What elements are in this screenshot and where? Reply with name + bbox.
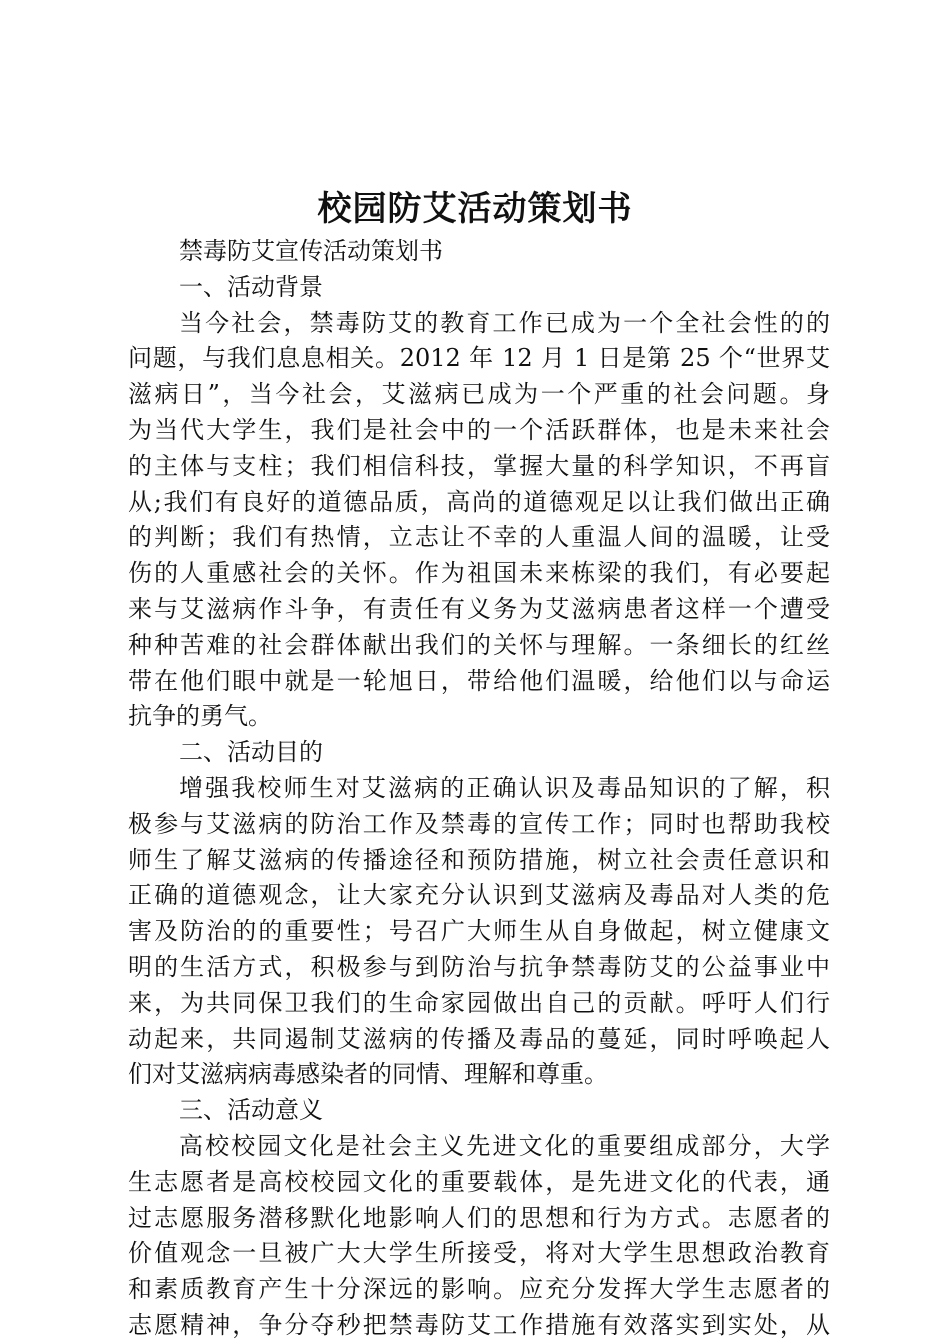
text-line: 的判断；我们有热情，立志让不幸的人重温人间的温暖，让受 — [128, 523, 830, 552]
document-body — [128, 234, 830, 1344]
text-line: 为当代大学生，我们是社会中的一个活跃群体，也是未来社会 — [128, 415, 830, 444]
text-line: 二、活动目的 — [179, 738, 323, 767]
text-line: 伤的人重感社会的关怀。作为祖国未来栋梁的我们，有必要起 — [128, 559, 830, 588]
text-line: 高校校园文化是社会主义先进文化的重要组成部分，大学 — [179, 1131, 830, 1160]
text-line: 禁毒防艾宣传活动策划书 — [179, 237, 443, 265]
text-line: 带在他们眼中就是一轮旭日，带给他们温暖，给他们以与命运 — [128, 666, 830, 695]
text-line: 从;我们有良好的道德品质，高尚的道德观足以让我们做出正确 — [128, 487, 830, 516]
text-line: 明的生活方式，积极参与到防治与抗争禁毒防艾的公益事业中 — [128, 952, 830, 981]
document-title: 校园防艾活动策划书 — [317, 189, 633, 229]
text-line: 滋病日”，当今社会，艾滋病已成为一个严重的社会问题。身 — [128, 380, 830, 409]
text-line: 志愿精神，争分夺秒把禁毒防艾工作措施有效落实到实处，从 — [128, 1310, 830, 1339]
text-line: 价值观念一旦被广大大学生所接受，将对大学生思想政治教育 — [128, 1239, 830, 1268]
text-line: 增强我校师生对艾滋病的正确认识及毒品知识的了解，积 — [179, 773, 830, 802]
text-line: 过志愿服务潜移默化地影响人们的思想和行为方式。志愿者的 — [128, 1203, 830, 1232]
text-line: 抗争的勇气。 — [128, 702, 272, 731]
text-line: 害及防治的的重要性；号召广大师生从自身做起，树立健康文 — [128, 917, 830, 946]
text-line: 们对艾滋病病毒感染者的同情、理解和尊重。 — [128, 1060, 608, 1089]
text-line: 当今社会，禁毒防艾的教育工作已成为一个全社会性的的 — [179, 308, 830, 337]
text-line: 三、活动意义 — [179, 1096, 323, 1125]
text-line: 生志愿者是高校校园文化的重要载体，是先进文化的代表，通 — [128, 1167, 830, 1196]
text-line: 一、活动背景 — [179, 272, 323, 301]
text-line: 极参与艾滋病的防治工作及禁毒的宣传工作；同时也帮助我校 — [128, 809, 830, 838]
text-line: 种种苦难的社会群体献出我们的关怀与理解。一条细长的红丝 — [128, 630, 830, 659]
text-line: 来，为共同保卫我们的生命家园做出自己的贡献。呼吁人们行 — [128, 988, 830, 1017]
text-line: 问题，与我们息息相关。2012 年 12 月 1 日是第 25 个“世界艾 — [128, 344, 830, 373]
text-line: 正确的道德观念，让大家充分认识到艾滋病及毒品对人类的危 — [128, 881, 830, 910]
text-line: 的主体与支柱；我们相信科技，掌握大量的科学知识，不再盲 — [128, 451, 830, 480]
text-line: 来与艾滋病作斗争，有责任有义务为艾滋病患者这样一个遭受 — [128, 594, 830, 623]
text-line: 师生了解艾滋病的传播途径和预防措施，树立社会责任意识和 — [128, 845, 830, 874]
text-line: 和素质教育产生十分深远的影响。应充分发挥大学生志愿者的 — [128, 1275, 830, 1304]
text-line: 动起来，共同遏制艾滋病的传播及毒品的蔓延，同时呼唤起人 — [128, 1024, 830, 1053]
